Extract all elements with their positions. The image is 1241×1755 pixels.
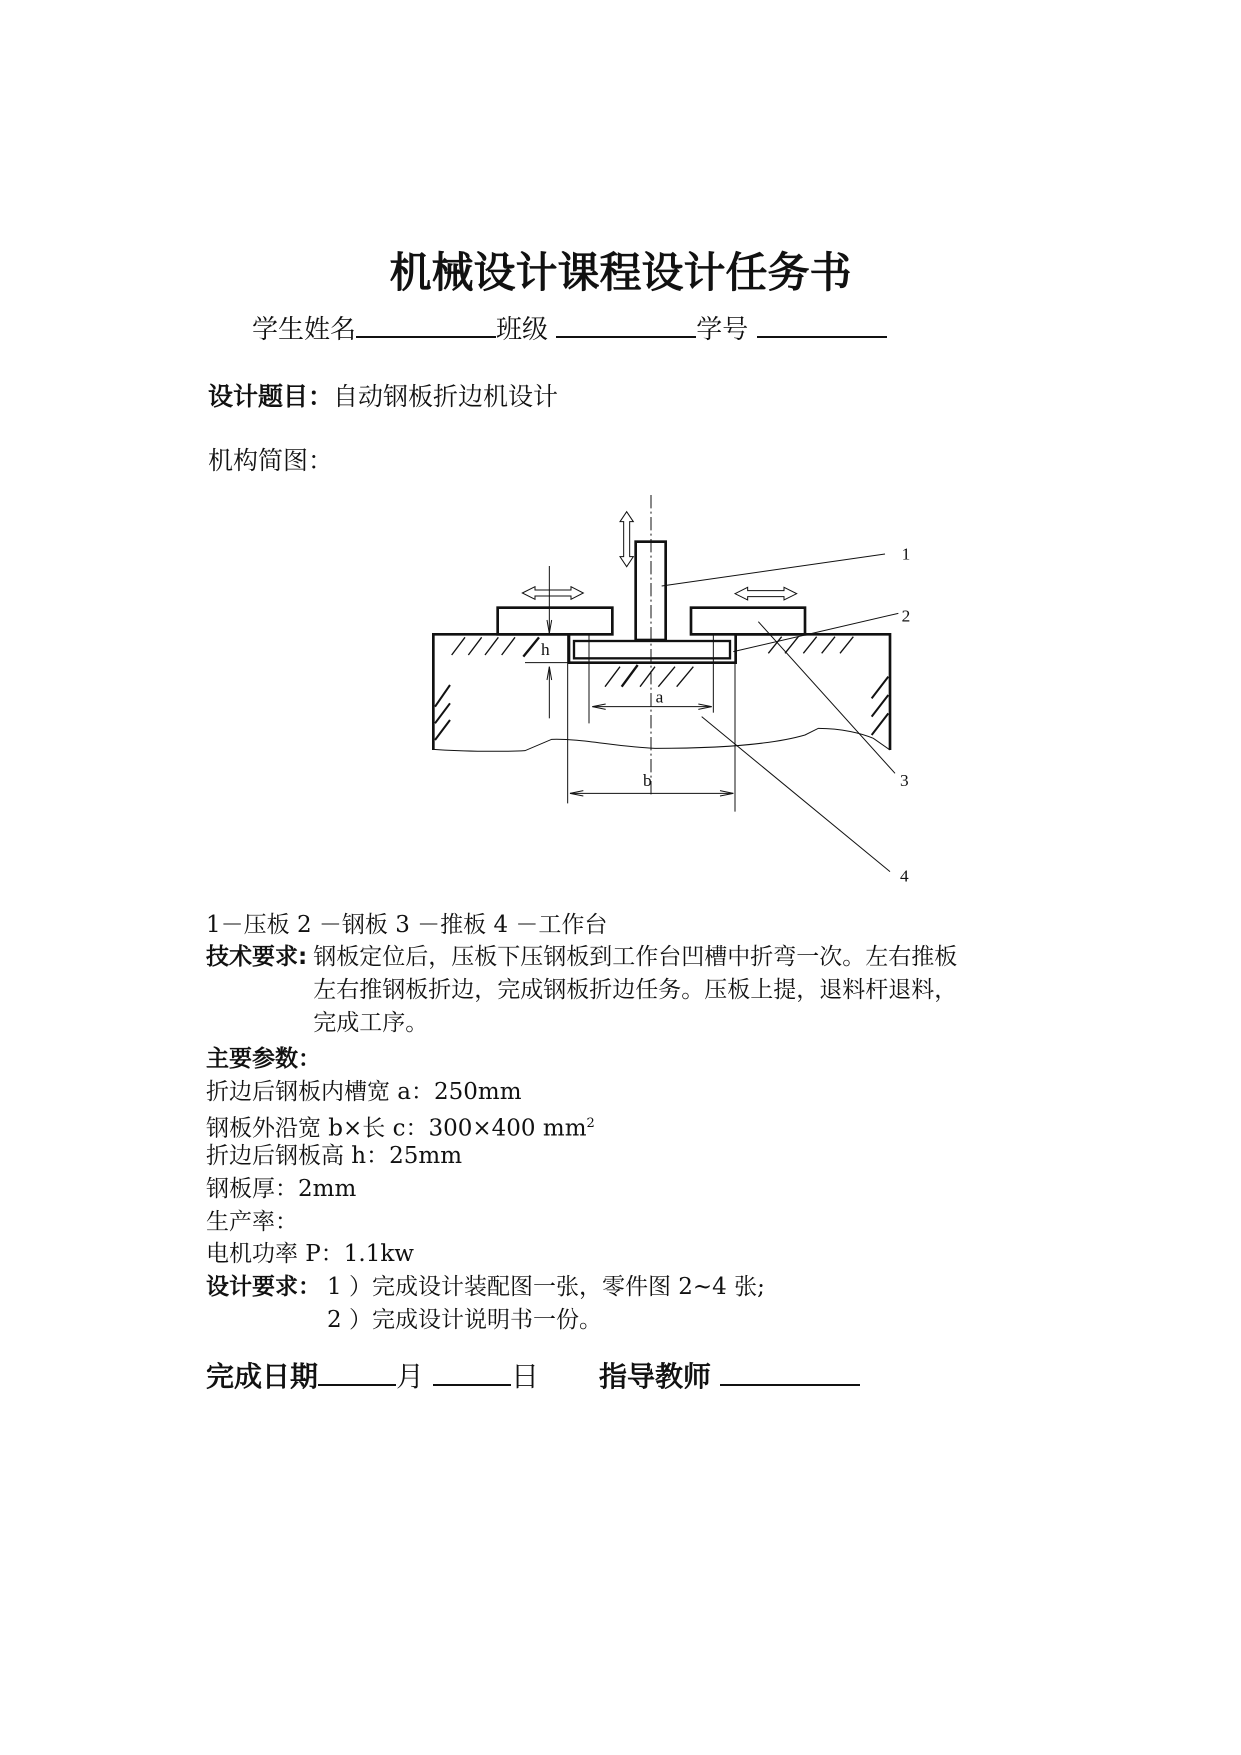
break-line	[433, 728, 890, 751]
design-req-item: 2 ）完成设计说明书一份。	[327, 1307, 602, 1333]
day-label: 日	[510, 1360, 539, 1393]
topic	[208, 382, 558, 412]
topic-label: 设计题目：	[208, 382, 334, 411]
design-req-label: 设计要求：	[206, 1274, 321, 1300]
month-label: 月	[396, 1360, 425, 1393]
parts-legend: 1－压板 2 －钢板 3 －推板 4 －工作台	[206, 912, 608, 938]
student-id-field[interactable]	[757, 314, 887, 338]
student-id-label: 学号	[696, 315, 749, 345]
teacher-field[interactable]	[720, 1352, 860, 1386]
student-info-line	[252, 314, 887, 345]
design-req-item: 1 ）完成设计装配图一张，零件图 2~4 张;	[327, 1274, 765, 1300]
param-item: 折边后钢板内槽宽 a：250mm	[206, 1079, 522, 1105]
class-field[interactable]	[556, 314, 696, 338]
param-sup: 2	[586, 1116, 595, 1131]
student-name-label: 学生姓名	[252, 315, 357, 345]
tech-req-line: 左右推钢板折边，完成钢板折边任务。压板上提，退料杆退料，	[313, 977, 958, 1003]
tech-req-label: 技术要求:	[206, 944, 308, 970]
footer-line	[206, 1352, 860, 1392]
teacher-label: 指导教师	[598, 1360, 711, 1393]
tech-req-line: 钢板定位后，压板下压钢板到工作台凹槽中折弯一次。左右推板	[313, 944, 958, 970]
page-title: 机械设计课程设计任务书	[389, 248, 852, 297]
tech-req-block	[206, 942, 957, 1038]
callout-2: 2	[901, 606, 911, 626]
param-item-text: 钢板外沿宽 b×长 c：300×400 mm	[206, 1115, 587, 1142]
param-item: 钢板厚：2mm	[206, 1176, 357, 1202]
dim-b-label: b	[643, 771, 652, 790]
topic-value: 自动钢板折边机设计	[333, 382, 559, 411]
day-field[interactable]	[433, 1358, 511, 1386]
design-req-block	[206, 1272, 765, 1335]
callout-1: 1	[901, 544, 911, 564]
vertical-motion-arrow-icon	[620, 512, 633, 567]
left-motion-arrow-icon	[522, 587, 583, 600]
param-item: 折边后钢板高 h：25mm	[206, 1143, 463, 1169]
date-label: 完成日期	[206, 1360, 319, 1393]
tech-req-line: 完成工序。	[313, 1010, 429, 1036]
callout-3: 3	[900, 771, 909, 790]
left-push-plate	[498, 608, 613, 635]
callout-4: 4	[900, 866, 909, 886]
student-name-field[interactable]	[356, 314, 496, 338]
right-motion-arrow-icon	[735, 587, 797, 600]
param-item: 生产率：	[206, 1209, 298, 1235]
leader-lines	[662, 554, 899, 872]
dim-h-label: h	[541, 640, 550, 659]
month-field[interactable]	[318, 1358, 396, 1386]
right-push-plate	[691, 608, 805, 635]
param-item: 电机功率 P：1.1kw	[206, 1241, 414, 1267]
params-label: 主要参数：	[206, 1046, 321, 1072]
class-label: 班级	[496, 315, 549, 345]
param-item	[206, 1109, 595, 1144]
dim-a-label: a	[655, 687, 664, 707]
steel-plate	[574, 641, 730, 658]
mechanism-diagram	[350, 480, 1000, 900]
diagram-label: 机构简图：	[208, 446, 334, 475]
